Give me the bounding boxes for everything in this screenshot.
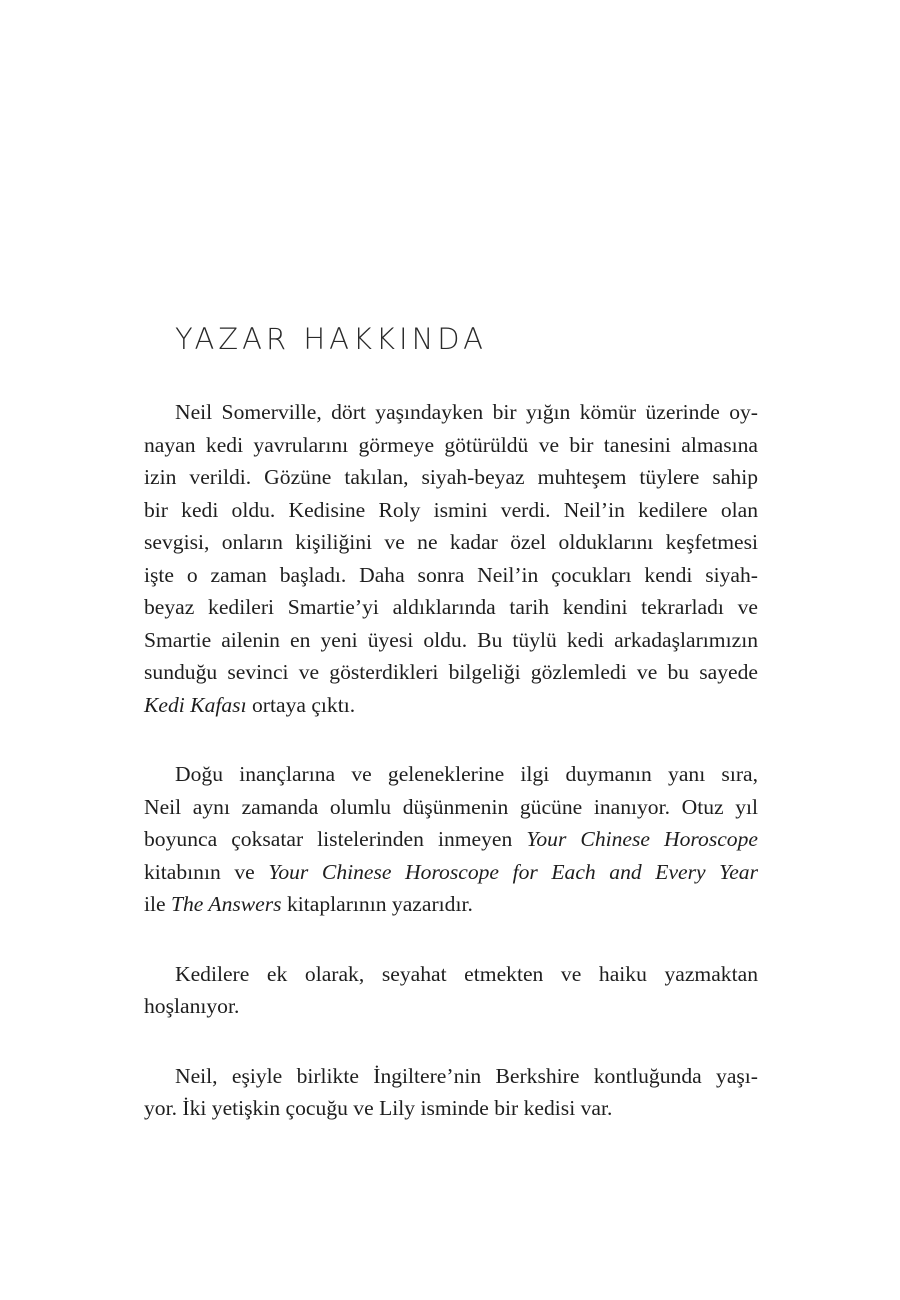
text-line: Kedilere ek olarak, seyahat etmekten ve haiku yazmaktan [175,961,758,986]
text-fragment: kitaplarının yazarıdır. [281,892,473,916]
text-fragment: kitabının ve [144,859,269,884]
about-author-text [144,396,758,1125]
text-line: yor. İki yetişkin çocuğu ve Lily isminde bir kedisi var. [144,1096,613,1120]
text-fragment: ortaya çıktı. [246,692,356,717]
book-title: Your Chinese Horoscope for Each and Every Year [268,859,758,884]
text-line [144,888,758,921]
text-line: beyaz kedileri Smartie’yi aldıklarında tarih kendini tekrarladı ve [144,595,758,619]
text-line [144,689,758,722]
paragraph-2 [144,758,758,921]
text-fragment: boyunca çoksatar listelerinden inmeyen [144,827,527,851]
text-fragment: ile [144,892,171,916]
text-line: işte o zaman başladı. Daha sonra Neil’in çocukları kendi siyah- [144,562,758,587]
text-line [144,823,758,856]
text-line: Smartie ailenin en yeni üyesi oldu. Bu tüylü kedi arkadaşlarımızın [144,627,758,652]
text-line: Neil, eşiyle birlikte İngiltere’nin Berkshire kontluğunda yaşı- [175,1063,758,1088]
text-line: nayan kedi yavrularını görmeye götürüldü ve bir tanesini almasına [144,432,758,457]
text-line: Neil Somerville, dört yaşındayken bir yığın kömür üzerinde oy- [175,400,758,424]
paragraph-1 [144,396,758,721]
text-line: Neil aynı zamanda olumlu düşünmenin gücüne inanıyor. Otuz yıl [144,794,758,819]
book-title: The Answers [170,892,282,916]
text-line: hoşlanıyor. [144,994,240,1018]
paragraph-3 [144,958,758,1023]
text-line: izin verildi. Gözüne takılan, siyah-beyaz muhteşem tüylere sahip [144,465,758,489]
text-line [144,856,758,889]
text-line: bir kedi oldu. Kedisine Roly ismini verdi. Neil’in kedilere olan [144,497,758,522]
book-title: Your Chinese Horoscope [526,827,758,851]
book-title: Kedi Kafası [144,692,247,717]
text-line: sunduğu sevinci ve gösterdikleri bilgeliği gözlemledi ve bu sayede [144,660,758,684]
paragraph-4 [144,1060,758,1125]
section-heading: YAZAR HAKKINDA [175,322,487,356]
text-line: Doğu inançlarına ve geleneklerine ilgi duymanın yanı sıra, [175,762,758,786]
text-line: sevgisi, onların kişiliğini ve ne kadar özel olduklarını keşfetmesi [144,530,758,554]
